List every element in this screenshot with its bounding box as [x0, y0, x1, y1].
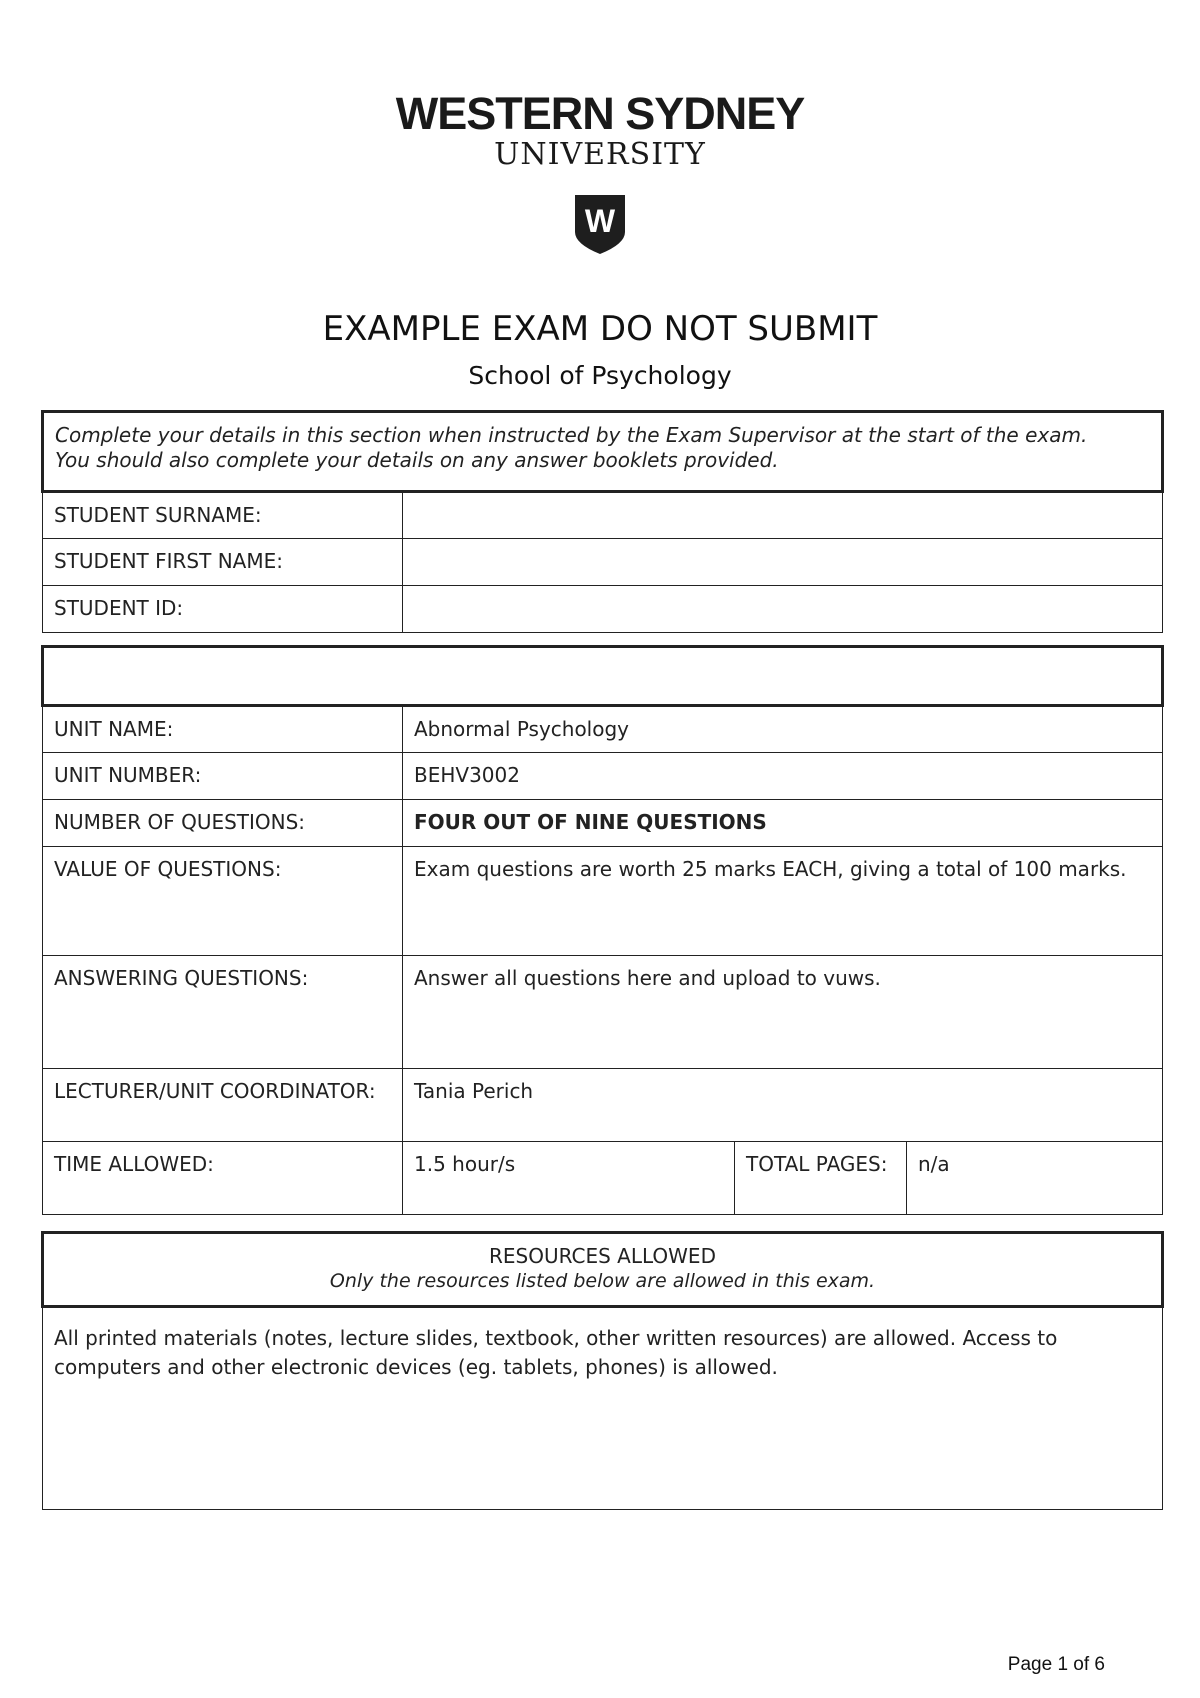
student-details-table	[41, 410, 1164, 633]
page-number: Page 1 of 6	[1007, 1654, 1105, 1675]
total-pages-label: TOTAL PAGES:	[735, 1142, 907, 1215]
first-name-field[interactable]	[403, 539, 1163, 586]
unit-name-label: UNIT NAME:	[43, 706, 403, 753]
student-id-label: STUDENT ID:	[43, 586, 403, 633]
time-allowed-value: 1.5 hour/s	[403, 1142, 735, 1215]
surname-label: STUDENT SURNAME:	[43, 492, 403, 539]
university-crest-icon	[572, 192, 628, 256]
instructions-line-2: You should also complete your details on any answer booklets provided.	[55, 448, 779, 472]
exam-info-header	[43, 647, 1163, 706]
total-pages-value: n/a	[907, 1142, 1163, 1215]
lecturer-label: LECTURER/UNIT COORDINATOR:	[43, 1069, 403, 1142]
logo-subtitle: UNIVERSITY	[494, 137, 706, 172]
value-questions-label: VALUE OF QUESTIONS:	[43, 847, 403, 956]
logo-title: WESTERN SYDNEY	[395, 88, 805, 139]
instructions-line-1: Complete your details in this section when instructed by the Exam Supervisor at the start of the exam.	[55, 423, 1088, 447]
unit-number-label: UNIT NUMBER:	[43, 753, 403, 800]
answering-questions-value: Answer all questions here and upload to vuws.	[403, 956, 1163, 1069]
num-questions-value: FOUR OUT OF NINE QUESTIONS	[403, 800, 1163, 847]
resources-body: All printed materials (notes, lecture slides, textbook, other written resources) are allowed. Access to computers and other electronic devices (eg. tablets, phones) is allowed.	[43, 1307, 1163, 1510]
num-questions-label: NUMBER OF QUESTIONS:	[43, 800, 403, 847]
unit-name-value: Abnormal Psychology	[403, 706, 1163, 753]
time-allowed-label: TIME ALLOWED:	[43, 1142, 403, 1215]
resources-subtitle: Only the resources listed below are allowed in this exam.	[329, 1270, 876, 1292]
answering-questions-label: ANSWERING QUESTIONS:	[43, 956, 403, 1069]
first-name-label: STUDENT FIRST NAME:	[43, 539, 403, 586]
unit-number-value: BEHV3002	[403, 753, 1163, 800]
school-name: School of Psychology	[468, 361, 732, 390]
lecturer-value: Tania Perich	[403, 1069, 1163, 1142]
exam-info-table	[41, 645, 1164, 1215]
resources-header	[43, 1233, 1163, 1307]
student-id-field[interactable]	[403, 586, 1163, 633]
student-instructions	[43, 412, 1163, 492]
value-questions-value: Exam questions are worth 25 marks EACH, giving a total of 100 marks.	[403, 847, 1163, 956]
surname-field[interactable]	[403, 492, 1163, 539]
resources-title: RESOURCES ALLOWED	[489, 1244, 716, 1268]
resources-table	[41, 1231, 1164, 1510]
exam-title: EXAMPLE EXAM DO NOT SUBMIT	[322, 309, 878, 349]
university-logo	[0, 88, 1200, 256]
crest-letter: W	[584, 203, 616, 239]
